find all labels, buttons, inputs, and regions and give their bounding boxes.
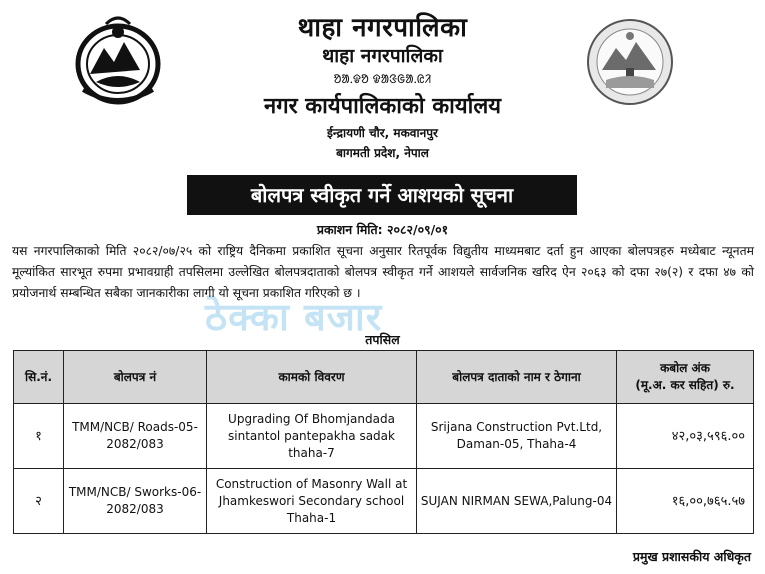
- row-work: Construction of Masonry Wall at Jhamkeswori Secondary school Thaha-1: [207, 469, 417, 534]
- row-amount: १६,००,७६५.५७: [617, 469, 754, 534]
- amount-header-line1: कबोल अंक: [660, 361, 710, 375]
- municipality-name-script: ᱚᱟᱹᱫᱚ ᱫᱟᱝᱜᱟᱹᱭᱤ: [333, 72, 432, 86]
- municipality-name: थाहा नगरपालिका: [297, 13, 468, 43]
- column-header-bid-no: बोलपत्र नं: [64, 351, 207, 404]
- column-header-amount: [617, 351, 754, 404]
- notice-body: यस नगरपालिकाको मिति २०८२/०७/२५ को राष्ट्रिय दैनिकमा प्रकाशित सूचना अनुसार रितपूर्वक विद्युतीय माध्यमबाट दर्ता हुन आएका बोलपत्रहरु मध्येबाट न्यूनतम मूल्यांकित सारभूत रुपमा प्रभावग्राही तपसिलमा उल्लेखित बोलपत्रदाताको बोलपत्र स्वीकृत गर्ने आशयले सार्वजनिक खरिद ऐन २०६३ को दफा २७(२) र दफा ४७ को प्रयोजनार्थ सम्बन्धित सबैका जानकारीका लागी यो सूचना प्रकाशित गरिएको छ ।: [12, 244, 754, 300]
- amount-header-line2: (मू.अ. कर सहित) रु.: [635, 378, 735, 392]
- column-header-sn: सि.नं.: [14, 351, 64, 404]
- column-header-work: कामको विवरण: [207, 351, 417, 404]
- row-bid-no: TMM/NCB/ Roads-05-2082/083: [64, 404, 207, 469]
- column-header-bidder: बोलपत्र दाताको नाम र ठेगाना: [417, 351, 617, 404]
- office-address: ईन्द्रायणी चौर, मकवानपुर: [327, 126, 438, 140]
- table-header-row: [14, 351, 754, 404]
- row-sn: १: [14, 404, 64, 469]
- table-row: [14, 404, 754, 469]
- office-name: नगर कार्यपालिकाको कार्यालय: [264, 94, 501, 119]
- notice-title: बोलपत्र स्वीकृत गर्ने आशयको सूचना: [187, 175, 577, 215]
- publication-date: प्रकाशन मिति: २०८२/०९/०१: [316, 222, 449, 237]
- row-work: Upgrading Of Bhomjandada sintantol pantepakha sadak thaha-7: [207, 404, 417, 469]
- office-province: बागमती प्रदेश, नेपाल: [336, 146, 429, 160]
- bid-table: [13, 350, 754, 534]
- row-amount: ४२,०३,५९६.००: [617, 404, 754, 469]
- row-bidder: SUJAN NIRMAN SEWA,Palung-04: [417, 469, 617, 534]
- watermark: ठेक्का बजार: [205, 295, 383, 339]
- municipality-name-newari: थाहा नगरपालिका: [322, 45, 443, 67]
- row-bid-no: TMM/NCB/ Sworks-06-2082/083: [64, 469, 207, 534]
- table-row: [14, 469, 754, 534]
- row-sn: २: [14, 469, 64, 534]
- details-heading: तपसिल: [365, 332, 400, 347]
- row-bidder: Srijana Construction Pvt.Ltd, Daman-05, Thaha-4: [417, 404, 617, 469]
- signatory: प्रमुख प्रशासकीय अधिकृत: [632, 549, 751, 564]
